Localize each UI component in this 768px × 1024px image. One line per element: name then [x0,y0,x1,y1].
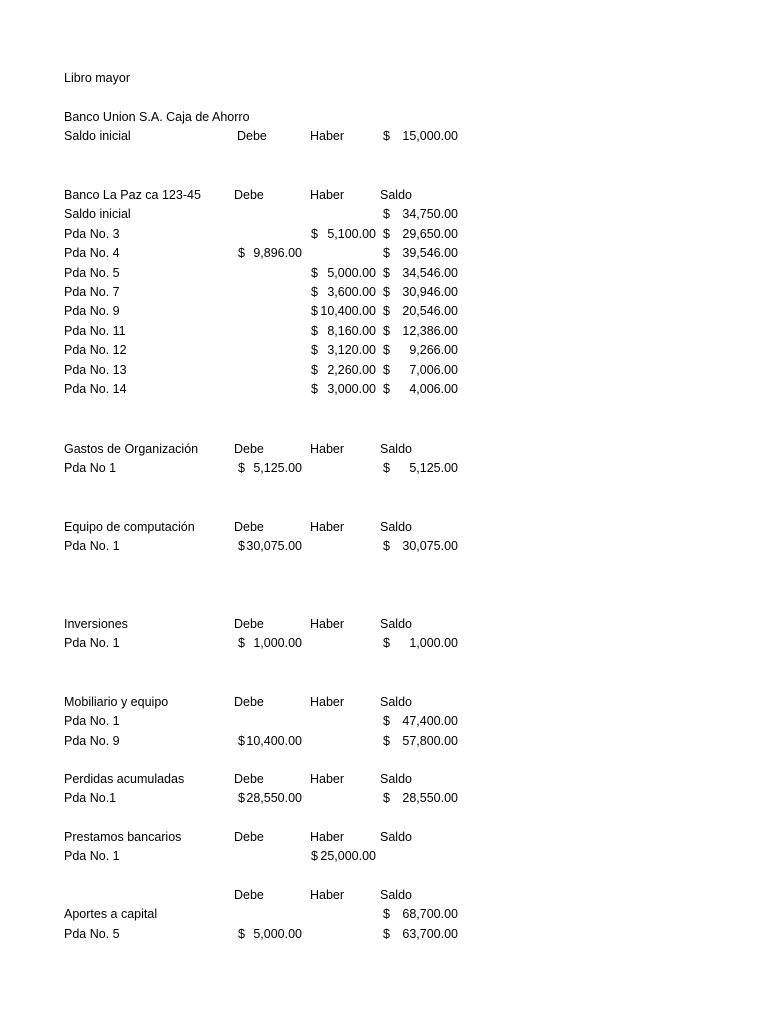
currency-symbol: $ [383,907,390,922]
saldo-amount-value: 12,386.00 [402,323,458,338]
currency-symbol: $ [238,791,245,806]
section-header [0,440,768,459]
debe-column-header: Debe [234,830,264,844]
saldo-amount-value: 57,800.00 [402,733,458,748]
currency-symbol: $ [383,129,390,143]
haber-column-header: Haber [310,830,345,844]
row-label: Pda No. 9 [64,733,120,748]
haber-column-header: Haber [310,520,345,534]
currency-symbol: $ [383,382,390,396]
currency-symbol: $ [383,636,390,651]
currency-symbol: $ [238,926,245,941]
debe-amount [238,459,302,478]
ledger-row [0,225,768,244]
debe-amount-value: 5,125.00 [253,461,302,476]
haber-amount-value: 5,100.00 [327,226,376,241]
ledger-row [0,789,768,808]
saldo-amount-value: 7,006.00 [409,362,458,377]
row-label: Pda No. 1 [64,849,120,864]
saldo-amount-value: 63,700.00 [402,926,458,941]
banco-union-row-label: Saldo inicial [64,129,131,143]
saldo-amount-value: 34,546.00 [402,265,458,280]
currency-symbol: $ [383,265,390,280]
saldo-amount [383,244,458,263]
haber-amount [311,264,376,283]
saldo-amount [383,905,458,924]
debe-amount-value: 5,000.00 [253,926,302,941]
saldo-column-header: Saldo [380,772,412,786]
saldo-amount [383,302,458,321]
section-header [0,770,768,789]
currency-symbol: $ [311,382,318,396]
currency-symbol: $ [383,791,390,806]
ledger-row [0,537,768,556]
ledger-row [0,341,768,360]
haber-amount-value: 10,400.00 [320,304,376,319]
saldo-amount [383,459,458,478]
haber-amount-value: 3,000.00 [327,382,376,396]
saldo-column-header: Saldo [380,830,412,844]
saldo-amount [383,732,458,751]
currency-symbol: $ [238,539,245,554]
currency-symbol: $ [383,323,390,338]
row-label: Pda No. 3 [64,226,120,241]
banco-union-debe-header: Debe [237,129,267,143]
banco-union-amount-value: 15,000.00 [402,129,458,143]
banco-union-amount [383,127,458,146]
document-title: Libro mayor [64,71,130,85]
banco-union-title-row [0,108,768,127]
row-label: Pda No. 9 [64,304,120,319]
saldo-amount [383,322,458,341]
section-title: Banco La Paz ca 123-45 [64,188,201,202]
row-label: Pda No. 1 [64,714,120,729]
haber-column-header: Haber [310,888,345,902]
ledger-row [0,925,768,944]
haber-amount-value: 3,600.00 [327,285,376,299]
haber-amount-value: 2,260.00 [327,362,376,377]
section-title: Mobiliario y equipo [64,695,169,709]
section-header [0,518,768,537]
currency-symbol: $ [238,246,245,261]
haber-amount-value: 25,000.00 [320,849,376,864]
section-header [0,693,768,712]
saldo-amount [383,634,458,653]
saldo-column-header: Saldo [380,520,412,534]
ledger-row [0,905,768,924]
saldo-amount-value: 20,546.00 [402,304,458,319]
saldo-amount [383,925,458,944]
saldo-amount-value: 28,550.00 [402,791,458,806]
saldo-amount [383,205,458,224]
haber-column-header: Haber [310,772,345,786]
haber-amount-value: 3,120.00 [327,343,376,358]
saldo-amount-value: 4,006.00 [409,382,458,396]
haber-column-header: Haber [310,188,345,202]
currency-symbol: $ [311,265,318,280]
currency-symbol: $ [311,323,318,338]
currency-symbol: $ [383,343,390,358]
debe-column-header: Debe [234,617,264,631]
currency-symbol: $ [311,304,318,319]
saldo-amount [383,225,458,244]
row-label: Pda No. 5 [64,265,120,280]
saldo-column-header: Saldo [380,695,412,709]
saldo-amount-value: 9,266.00 [409,343,458,358]
currency-symbol: $ [383,285,390,299]
haber-column-header: Haber [310,695,345,709]
debe-amount [238,732,302,751]
saldo-amount-value: 39,546.00 [402,246,458,261]
row-label: Pda No. 1 [64,636,120,651]
saldo-amount [383,789,458,808]
debe-amount [238,634,302,653]
section-title: Prestamos bancarios [64,830,182,844]
ledger-row [0,732,768,751]
haber-amount [311,361,376,380]
currency-symbol: $ [238,733,245,748]
haber-amount [311,341,376,360]
saldo-amount-value: 68,700.00 [402,907,458,922]
ledger-row [0,380,768,399]
document-title-row [0,69,768,88]
currency-symbol: $ [311,343,318,358]
banco-union-row [0,127,768,146]
saldo-column-header: Saldo [380,617,412,631]
debe-amount [238,925,302,944]
haber-amount [311,847,376,866]
debe-column-header: Debe [234,695,264,709]
section-title: Gastos de Organización [64,442,199,456]
ledger-row [0,459,768,478]
haber-amount [311,225,376,244]
debe-column-header: Debe [234,520,264,534]
haber-amount [311,302,376,321]
row-label: Pda No. 4 [64,246,120,261]
banco-union-haber-header: Haber [310,129,345,143]
currency-symbol: $ [383,714,390,729]
row-label: Pda No 1 [64,461,117,476]
haber-column-header: Haber [310,442,345,456]
debe-column-header: Debe [234,888,264,902]
currency-symbol: $ [238,461,245,476]
debe-amount [238,244,302,263]
row-label: Saldo inicial [64,207,131,222]
haber-amount [311,283,376,302]
row-label: Pda No. 1 [64,539,120,554]
saldo-amount [383,341,458,360]
saldo-amount-value: 34,750.00 [402,207,458,222]
currency-symbol: $ [383,733,390,748]
ledger-row [0,634,768,653]
currency-symbol: $ [238,636,245,651]
currency-symbol: $ [383,207,390,222]
section-title: Perdidas acumuladas [64,772,185,786]
currency-symbol: $ [311,362,318,377]
row-label: Pda No. 11 [64,323,126,338]
haber-amount-value: 8,160.00 [327,323,376,338]
currency-symbol: $ [311,226,318,241]
debe-amount-value: 28,550.00 [246,791,302,806]
saldo-amount [383,537,458,556]
section-header [0,615,768,634]
currency-symbol: $ [383,362,390,377]
ledger-row [0,244,768,263]
debe-column-header: Debe [234,188,264,202]
debe-column-header: Debe [234,772,264,786]
debe-amount-value: 1,000.00 [253,636,302,651]
currency-symbol: $ [383,926,390,941]
saldo-amount-value: 30,946.00 [402,285,458,299]
currency-symbol: $ [383,246,390,261]
ledger-row [0,302,768,321]
row-label: Pda No. 14 [64,382,127,396]
haber-amount [311,380,376,399]
currency-symbol: $ [383,304,390,319]
row-label: Pda No. 12 [64,343,127,358]
saldo-column-header: Saldo [380,188,412,202]
ledger-row [0,283,768,302]
saldo-amount [383,380,458,399]
debe-amount [238,537,302,556]
haber-amount [311,322,376,341]
section-title: Equipo de computación [64,520,195,534]
saldo-amount-value: 29,650.00 [402,226,458,241]
row-label: Pda No.1 [64,791,117,806]
ledger-row [0,322,768,341]
currency-symbol: $ [311,849,318,864]
debe-column-header: Debe [234,442,264,456]
row-label: Pda No. 7 [64,285,120,299]
haber-column-header: Haber [310,617,345,631]
section-header [0,186,768,205]
section-header [0,828,768,847]
currency-symbol: $ [383,226,390,241]
saldo-amount-value: 30,075.00 [402,539,458,554]
row-label: Pda No. 13 [64,362,127,377]
saldo-column-header: Saldo [380,888,412,902]
ledger-row [0,361,768,380]
ledger-row [0,712,768,731]
saldo-amount [383,361,458,380]
debe-amount-value: 30,075.00 [246,539,302,554]
currency-symbol: $ [311,285,318,299]
ledger-row [0,847,768,866]
saldo-amount [383,283,458,302]
saldo-amount-value: 47,400.00 [402,714,458,729]
debe-amount-value: 9,896.00 [253,246,302,261]
section-title: Inversiones [64,617,128,631]
ledger-row [0,264,768,283]
debe-amount-value: 10,400.00 [246,733,302,748]
banco-union-title: Banco Union S.A. Caja de Ahorro [64,110,250,124]
saldo-amount [383,264,458,283]
row-label: Pda No. 5 [64,926,120,941]
section-header [0,886,768,905]
debe-amount [238,789,302,808]
row-label: Aportes a capital [64,907,158,922]
ledger-row [0,205,768,224]
currency-symbol: $ [383,461,390,476]
saldo-amount [383,712,458,731]
haber-amount-value: 5,000.00 [327,265,376,280]
saldo-column-header: Saldo [380,442,412,456]
saldo-amount-value: 5,125.00 [409,461,458,476]
saldo-amount-value: 1,000.00 [409,636,458,651]
currency-symbol: $ [383,539,390,554]
